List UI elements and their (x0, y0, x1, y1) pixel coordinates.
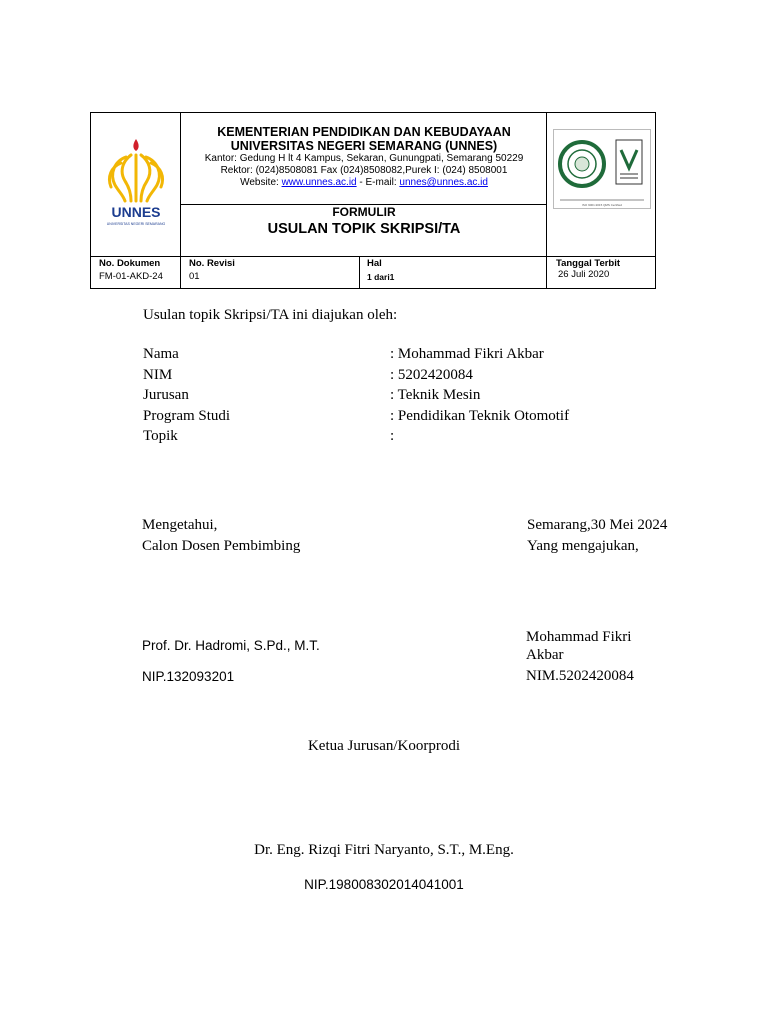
issue-date-label: Tanggal Terbit (556, 258, 621, 269)
field-value-nim: : 5202420084 (390, 367, 473, 383)
supervisor-nip: NIP.132093201 (142, 669, 235, 684)
head-name: Dr. Eng. Rizqi Fitri Naryanto, S.T., M.Eng. (254, 842, 514, 858)
institution-contact (181, 153, 547, 189)
institution-title (181, 125, 547, 153)
university-name: UNIVERSITAS NEGERI SEMARANG (UNNES) (230, 139, 498, 153)
applicant-role: Yang mengajukan, (527, 538, 639, 554)
form-title: USULAN TOPIK SKRIPSI/TA (267, 221, 461, 237)
field-label-program: Program Studi (143, 408, 231, 424)
svg-text:ISO 9001:2015 QMS Certified: ISO 9001:2015 QMS Certified (582, 203, 622, 207)
head-title: Ketua Jurusan/Koorprodi (307, 738, 461, 754)
website-link[interactable]: www.unnes.ac.id (281, 177, 357, 188)
field-value-department: : Teknik Mesin (390, 387, 481, 403)
supervisor-name: Prof. Dr. Hadromi, S.Pd., M.T. (142, 638, 320, 653)
head-nip: NIP.198008302014041001 (304, 877, 464, 892)
email-link[interactable]: unnes@unnes.ac.id (399, 177, 488, 188)
intro-text: Usulan topik Skripsi/TA ini diajukan oleh: (143, 307, 398, 323)
web-line: Website: www.unnes.ac.id - E-mail: unnes@unnes.ac.id (240, 177, 488, 188)
page-label: Hal (367, 258, 382, 269)
field-value-name: : Mohammad Fikri Akbar (390, 346, 544, 362)
approval-heading: Mengetahui, (142, 517, 218, 533)
issue-date: 26 Juli 2020 (558, 269, 610, 280)
supervisor-role: Calon Dosen Pembimbing (142, 538, 301, 554)
field-value-topic: : (390, 428, 395, 444)
applicant-name: Mohammad Fikri Akbar (526, 629, 632, 663)
field-label-department: Jurusan (143, 387, 189, 403)
unnes-logo (103, 137, 169, 227)
table-divider (91, 256, 655, 257)
doc-number-label: No. Dokumen (99, 258, 161, 269)
applicant-nim: NIM.5202420084 (526, 668, 634, 684)
svg-text:UNIVERSITAS NEGERI SEMARANG: UNIVERSITAS NEGERI SEMARANG (106, 222, 166, 226)
certification-badge (553, 129, 651, 209)
form-label: FORMULIR (332, 205, 396, 219)
ministry-name: KEMENTERIAN PENDIDIKAN DAN KEBUDAYAAN (217, 125, 511, 139)
svg-text:UNNES: UNNES (111, 204, 161, 220)
phone-line: Rektor: (024)8508081 Fax (024)8508082,Purek I: (024) 8508001 (220, 165, 508, 176)
place-date: Semarang,30 Mei 2024 (527, 517, 668, 533)
field-label-topic: Topik (143, 428, 178, 444)
document-header-table (90, 112, 656, 289)
field-label-name: Nama (143, 346, 179, 362)
address-line: Kantor: Gedung H lt 4 Kampus, Sekaran, Gunungpati, Semarang 50229 (204, 153, 524, 164)
revision-label: No. Revisi (189, 258, 235, 269)
doc-number: FM-01-AKD-24 (99, 271, 163, 282)
field-value-program: : Pendidikan Teknik Otomotif (390, 408, 570, 424)
revision-number: 01 (189, 271, 200, 282)
field-label-nim: NIM (143, 367, 173, 383)
page-number: 1 dari1 (367, 272, 395, 282)
table-divider (359, 256, 360, 289)
